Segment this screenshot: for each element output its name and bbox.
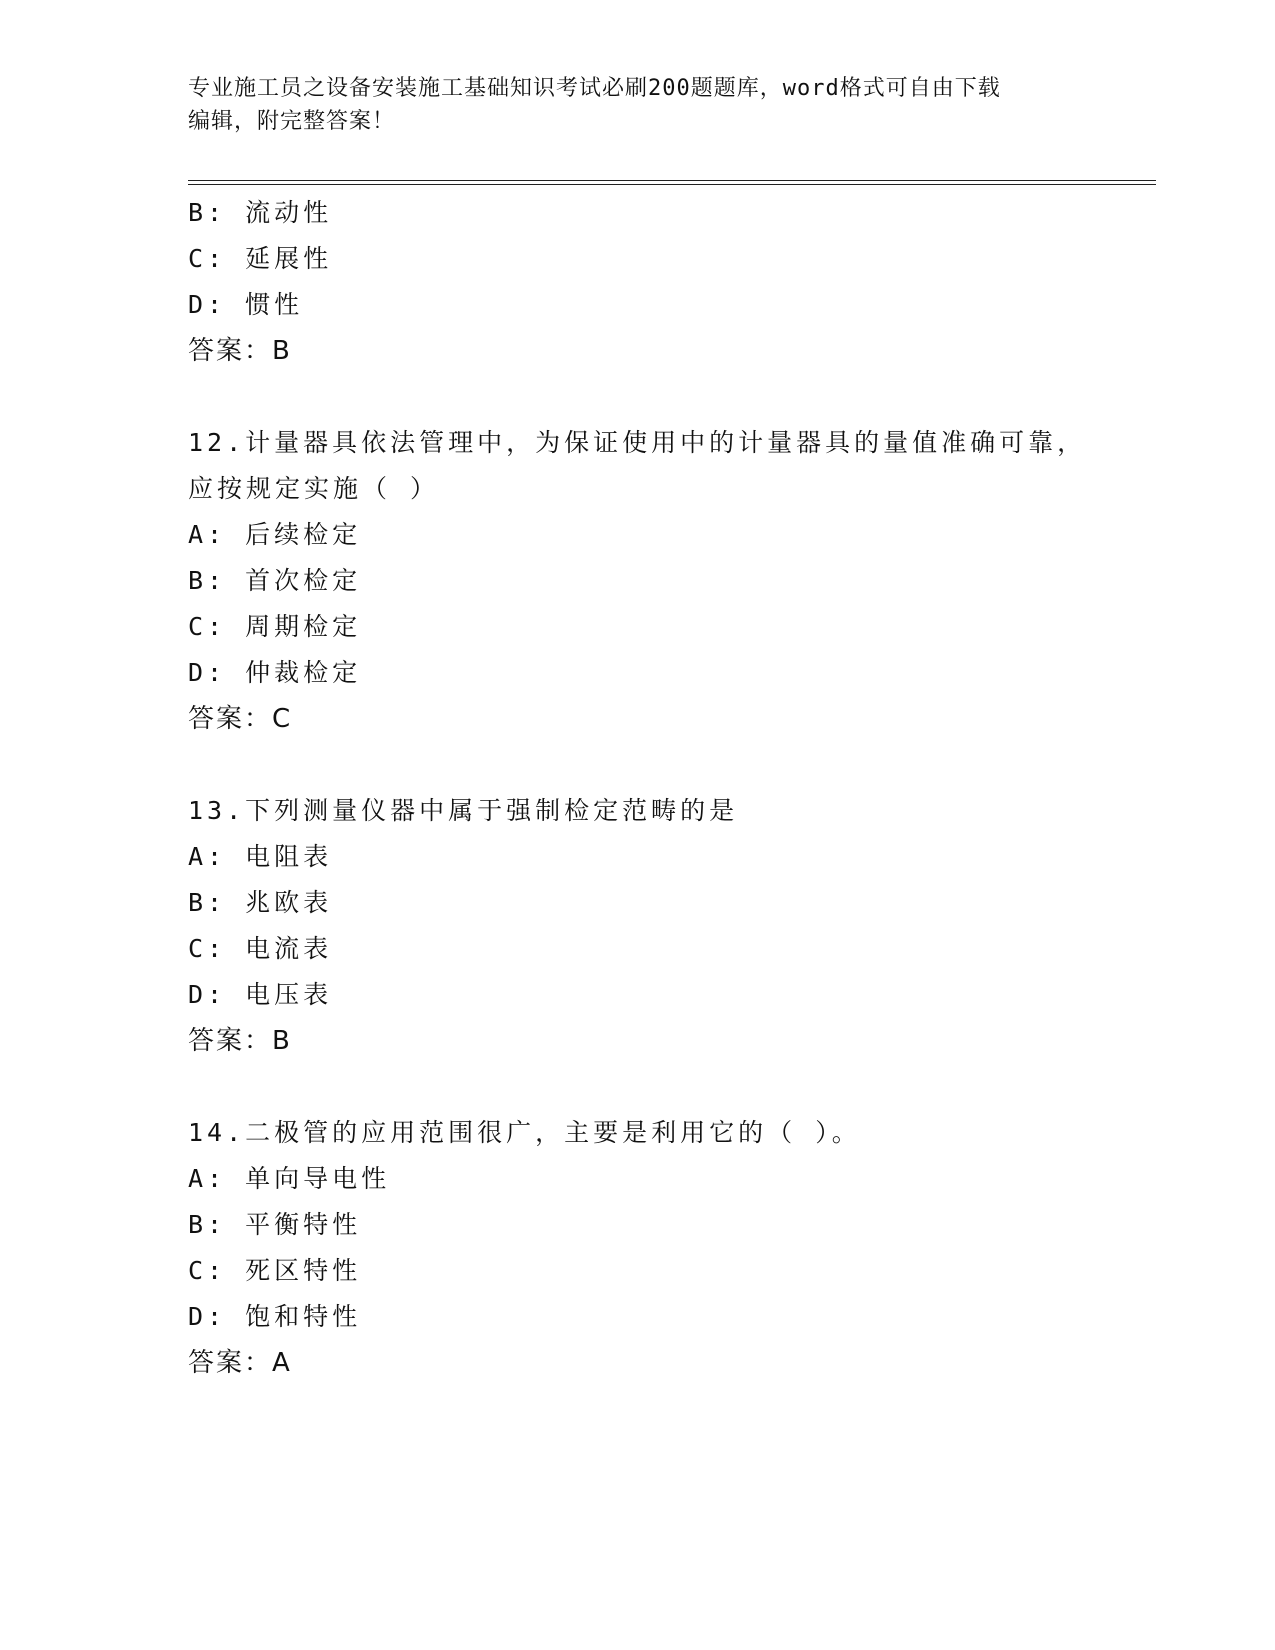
answer-line: 答案：B xyxy=(188,336,292,366)
option-d: D: 电压表 xyxy=(188,980,333,1009)
spacer xyxy=(188,742,1148,788)
option-d: D: 饱和特性 xyxy=(188,1302,362,1331)
question-stem: 12.计量器具依法管理中，为保证使用中的计量器具的量值准确可靠， xyxy=(188,428,1087,457)
answer-line: 答案：C xyxy=(188,704,293,734)
option-c: C: 死区特性 xyxy=(188,1256,362,1285)
option-b: B: 首次检定 xyxy=(188,566,362,595)
header-divider xyxy=(188,180,1156,185)
question-stem: 14.二极管的应用范围很广，主要是利用它的（ ）。 xyxy=(188,1118,861,1147)
option-c: C: 延展性 xyxy=(188,244,333,273)
header-line-1: 专业施工员之设备安装施工基础知识考试必刷200题题库，word格式可自由下载 xyxy=(188,76,1001,101)
question-list xyxy=(188,190,1148,1386)
spacer xyxy=(188,374,1148,420)
option-a: A: 后续检定 xyxy=(188,520,362,549)
option-c: C: 周期检定 xyxy=(188,612,362,641)
question-stem: 13.下列测量仪器中属于强制检定范畴的是 xyxy=(188,796,739,825)
answer-line: 答案：B xyxy=(188,1026,292,1056)
document-header xyxy=(188,72,1088,138)
option-d: D: 仲裁检定 xyxy=(188,658,362,687)
option-c: C: 电流表 xyxy=(188,934,333,963)
option-b: B: 兆欧表 xyxy=(188,888,333,917)
question-stem-cont: 应按规定实施（ ） xyxy=(188,474,440,503)
question-block-13 xyxy=(188,788,1148,1064)
question-block-12 xyxy=(188,420,1148,742)
spacer xyxy=(188,1064,1148,1110)
option-b: B: 平衡特性 xyxy=(188,1210,362,1239)
header-line-2: 编辑，附完整答案！ xyxy=(188,109,396,134)
question-block-partial xyxy=(188,190,1148,374)
option-b: B: 流动性 xyxy=(188,198,333,227)
question-block-14 xyxy=(188,1110,1148,1386)
option-a: A: 电阻表 xyxy=(188,842,333,871)
option-d: D: 惯性 xyxy=(188,290,304,319)
option-a: A: 单向导电性 xyxy=(188,1164,391,1193)
answer-line: 答案：A xyxy=(188,1348,292,1378)
